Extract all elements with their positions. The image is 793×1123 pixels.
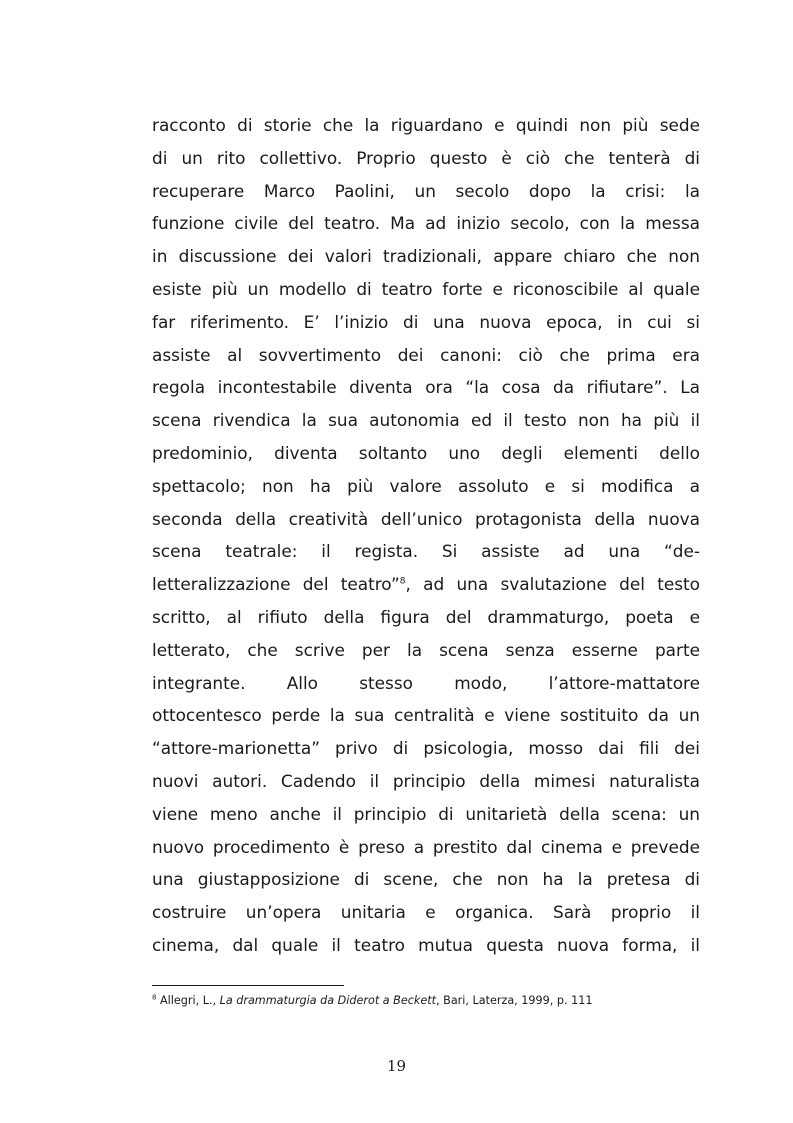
text-line: racconto di storie che la riguardano e quindi non più sede [152, 115, 700, 135]
text-line: scena rivendica la sua autonomia ed il testo non ha più il [152, 410, 700, 431]
footnote-author: Allegri, L., [156, 994, 220, 1007]
text-line: far riferimento. E’ l’inizio di una nuova epoca, in cui si [152, 311, 700, 332]
text-line: una giustapposizione di scene, che non ha la pretesa di [152, 869, 700, 890]
text-line: scena teatrale: il regista. Si assiste ad una “de- [152, 541, 700, 562]
text-line-with-footnote [152, 568, 700, 601]
footnote-separator [152, 985, 344, 986]
footnote-marker: 8 [152, 993, 157, 1002]
text-line: ottocentesco perde la sua centralità e viene sostituito da un [152, 705, 700, 726]
footnote [152, 994, 712, 1007]
text-line: recuperare Marco Paolini, un secolo dopo la crisi: la [152, 180, 700, 201]
text-line: regola incontestabile diventa ora “la cosa da rifiutare”. La [152, 377, 700, 398]
text-line: spettacolo; non ha più valore assoluto e si modifica a [152, 475, 700, 496]
text-line: di un rito collettivo. Proprio questo è ciò che tenterà di [152, 147, 700, 168]
text-line: funzione civile del teatro. Ma ad inizio secolo, con la messa [152, 213, 700, 234]
footnote-reference[interactable]: 8 [399, 576, 406, 587]
page-number: 19 [386, 1057, 407, 1075]
body-text [152, 109, 700, 962]
text-fragment: , ad una svalutazione del testo [405, 574, 700, 595]
text-line: letterato, che scrive per la scena senza esserne parte [152, 639, 700, 660]
text-line: esiste più un modello di teatro forte e riconoscibile al quale [152, 278, 700, 299]
text-line: integrante. Allo stesso modo, l’attore-mattatore [152, 672, 700, 693]
text-fragment: letteralizzazione del teatro” [152, 574, 400, 595]
text-line: nuovo procedimento è preso a prestito dal cinema e prevede [152, 836, 700, 857]
text-line: cinema, dal quale il teatro mutua questa nuova forma, il [152, 934, 700, 955]
text-line: nuovi autori. Cadendo il principio della mimesi naturalista [152, 770, 700, 791]
text-line: scritto, al rifiuto della figura del drammaturgo, poeta e [152, 606, 700, 627]
text-line: “attore-marionetta” privo di psicologia, mosso dai fili dei [152, 738, 700, 759]
text-line: seconda della creatività dell’unico protagonista della nuova [152, 508, 700, 529]
text-line: predominio, diventa soltanto uno degli elementi dello [152, 442, 700, 463]
text-line: viene meno anche il principio di unitarietà della scena: un [152, 803, 700, 824]
text-line: costruire un’opera unitaria e organica. Sarà proprio il [152, 902, 700, 923]
text-line: assiste al sovvertimento dei canoni: ciò che prima era [152, 344, 700, 365]
footnote-title: La drammaturgia da Diderot a Beckett [219, 994, 437, 1007]
text-line: in discussione dei valori tradizionali, appare chiaro che non [152, 246, 700, 267]
footnote-citation: , Bari, Laterza, 1999, p. 111 [436, 994, 593, 1007]
